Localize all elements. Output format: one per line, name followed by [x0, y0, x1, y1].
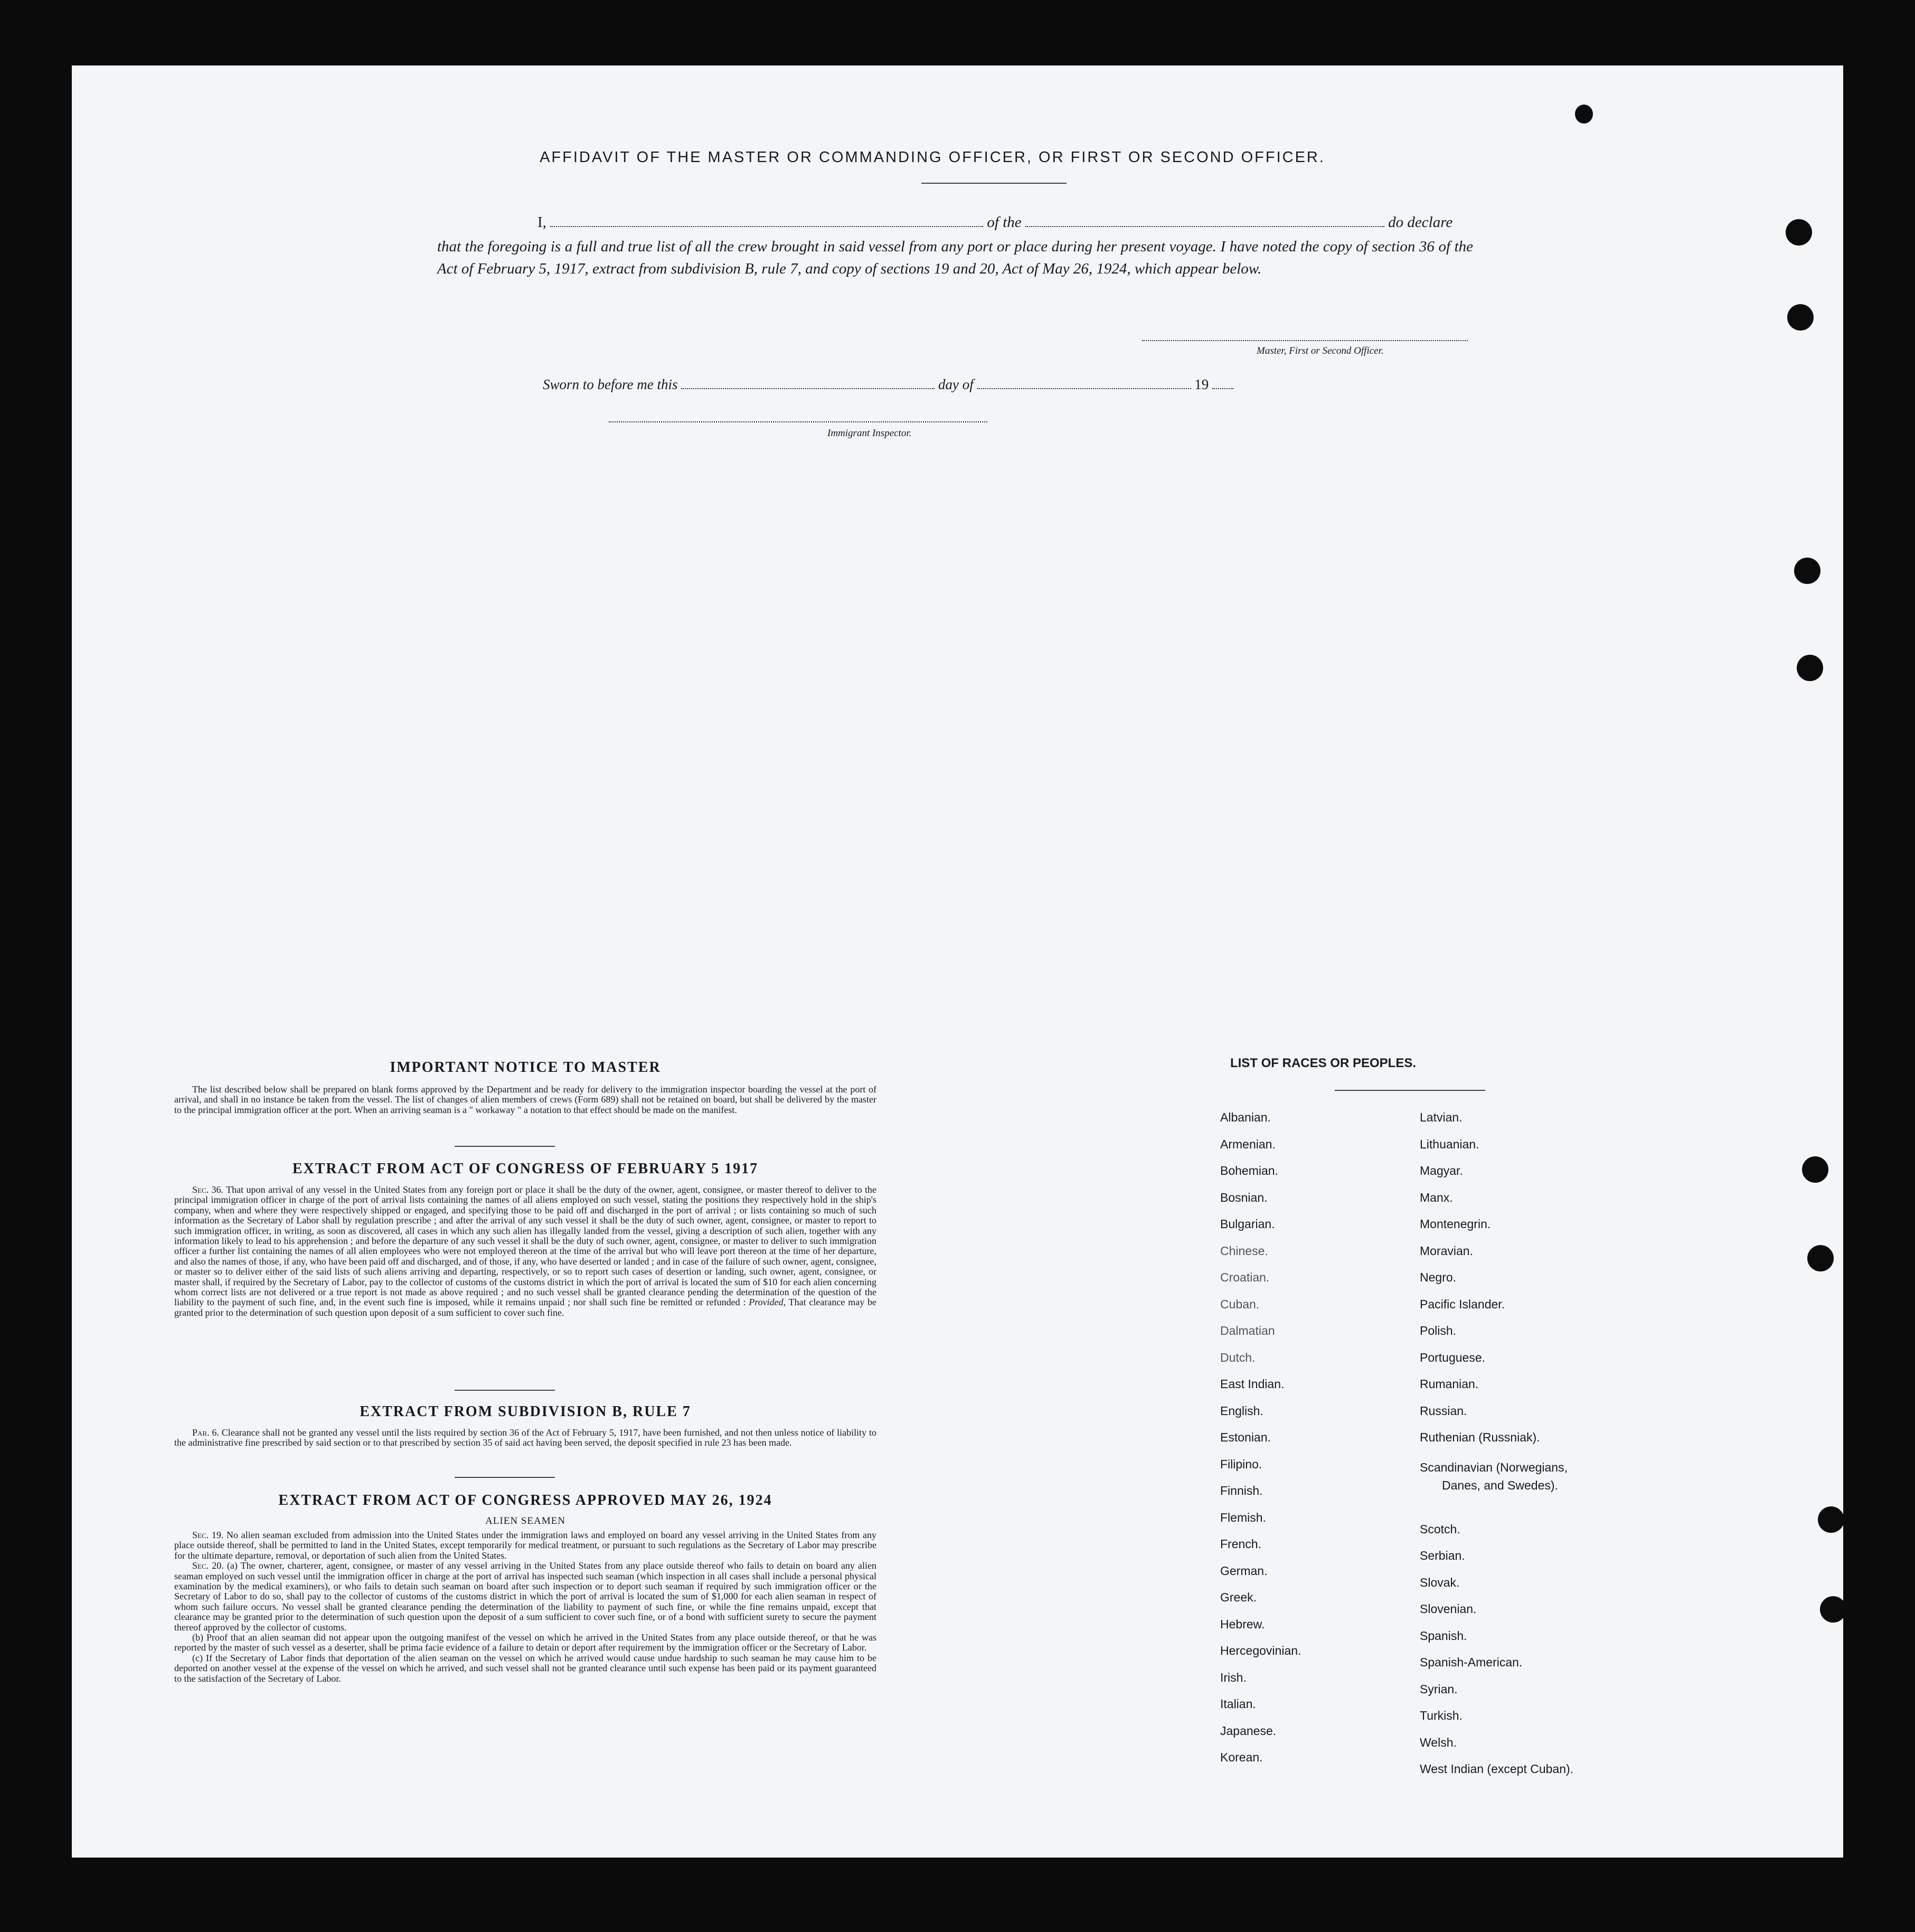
- sworn-prefix: Sworn to before me this: [543, 376, 678, 392]
- notice-text: The list described below shall be prepared on blank forms approved by the Department and be ready for delivery to the immigration inspector boarding the vessel at the port of arrival, and shall in no instance be taken from the vessel. The list of changes of alien members of crews (Form 689) shall not be retained on board, but shall be delivered by the master to the principal immigration officer at the port. When an arriving seaman is a " workaway " a notation to that effect should be made on the manifest.: [174, 1084, 876, 1115]
- race-item-left: Estonian.: [1220, 1430, 1271, 1444]
- sec-36-label: Sec. 36.: [192, 1184, 224, 1195]
- affidavit-i: I,: [537, 214, 546, 231]
- rule-7-text: [174, 1428, 876, 1448]
- race-item-right: Portuguese.: [1420, 1350, 1486, 1364]
- races-title: LIST OF RACES OR PEOPLES.: [1230, 1056, 1417, 1070]
- race-item-left: Bulgarian.: [1220, 1217, 1275, 1231]
- affidavit-declaration-line: [537, 214, 1473, 231]
- race-item-left: Irish.: [1220, 1670, 1247, 1684]
- races-title-rule: [1335, 1090, 1485, 1091]
- extract-1924-text: [174, 1530, 876, 1684]
- par-6-label: Par. 6.: [192, 1427, 219, 1438]
- vessel-blank: [1025, 226, 1384, 227]
- race-item-left: Korean.: [1220, 1750, 1263, 1764]
- race-item-left: Bohemian.: [1220, 1164, 1278, 1177]
- signature-caption: Master, First or Second Officer.: [1257, 345, 1384, 356]
- race-item-left: Cuban.: [1220, 1297, 1260, 1311]
- race-item-right: Polish.: [1420, 1324, 1457, 1337]
- race-item-right: Slovenian.: [1420, 1602, 1477, 1616]
- race-item-right: Russian.: [1420, 1403, 1467, 1418]
- race-item-right: Magyar.: [1420, 1164, 1463, 1177]
- sworn-line: [543, 376, 1233, 393]
- race-item-left: Armenian.: [1220, 1137, 1276, 1151]
- race-item-left: Filipino.: [1220, 1457, 1262, 1471]
- affidavit-do-declare: do declare: [1388, 214, 1453, 231]
- sworn-day: day of: [938, 376, 974, 392]
- race-item-right: West Indian (except Cuban).: [1420, 1762, 1574, 1776]
- punch-hole: [1575, 105, 1593, 124]
- race-item-left: Dalmatian: [1220, 1324, 1275, 1337]
- extract-1924-title: EXTRACT FROM ACT OF CONGRESS APPROVED MAY 26, 1924: [278, 1492, 772, 1509]
- race-item-right: Lithuanian.: [1420, 1137, 1479, 1151]
- sec-20a-paragraph: [174, 1561, 876, 1633]
- race-item-left: Chinese.: [1220, 1243, 1268, 1258]
- sworn-year: 19: [1194, 376, 1209, 392]
- sec-36-text: That upon arrival of any vessel in the United States from any foreign port or place it shall be the duty of the owner, agent, consignee, or master thereof to deliver to the principal immigration officer in charge of the port of arrival lists containing the names of all aliens employed on such vessel, stating the positions they respectively hold in the ship's company, when and where they were respectively shipped or engaged, and specifying those to be paid off and discharged in the port of arrival ; or lists containing so much of such information as the Secretary of Labor shall by regulation prescribe ; and after the arrival of any such vessel it shall be the duty of such owner, agent, consignee, or master to report to such immigration officer, in writing, as soon as discovered, all cases in which any such alien has illegally landed from the vessel, giving a description of such alien, together with any information likely to lead to his apprehension ; and before the departure of any such vessel it shall be the duty of such owner, agent, consignee, or master to deliver to such immigration officer a further list containing the names of all alien employees who were not employed thereon at the time of the arrival but who will leave port thereon at the time of her departure, and also the names of those, if any, who have been paid off and discharged, and of those, if any, who have deserted or landed ; and in case of the failure of such owner, agent, consignee, or master so to deliver either of the said lists of such aliens arriving and departing, respectively, or so to report such cases of desertion or landing, such owner, agent, consignee, or master shall, if required by the Secretary of Labor, pay to the collector of customs of the customs district in which the port of arrival is located the sum of $10 for each alien concerning whom correct lists are not delivered or a true report is not made as above required ; and no such vessel shall be granted clearance pending the determination of the question of the liability to the payment of such fine, and, in the event such fine is imposed, while it remains unpaid ; nor shall such fine be remitted or refunded :: [174, 1184, 877, 1308]
- race-item-left: German.: [1220, 1563, 1268, 1578]
- sworn-year-blank: [1212, 388, 1233, 389]
- race-item-right: Montenegrin.: [1420, 1217, 1491, 1231]
- divider: [455, 1146, 555, 1147]
- race-item-right: Spanish-American.: [1420, 1655, 1523, 1669]
- proviso-text: That clearance may be granted prior to the determination of such question upon deposit of a sum sufficient to cover such fine.: [174, 1297, 877, 1318]
- divider: [455, 1390, 555, 1391]
- inspector-caption: Immigrant Inspector.: [827, 428, 912, 439]
- race-item-right: Welsh.: [1420, 1735, 1457, 1749]
- punch-hole: [1794, 558, 1820, 584]
- race-item-left: English.: [1220, 1403, 1263, 1418]
- race-item-left: Hercegovinian.: [1220, 1644, 1301, 1657]
- title-rule: [921, 183, 1067, 184]
- race-item-left: French.: [1220, 1537, 1261, 1551]
- punch-hole: [1807, 1245, 1834, 1271]
- sec-20-label: Sec. 20.: [192, 1560, 224, 1571]
- race-item-right: Moravian.: [1420, 1243, 1473, 1258]
- race-item-right: Spanish.: [1420, 1628, 1467, 1643]
- race-item-left: Greek.: [1220, 1590, 1257, 1604]
- race-item-left: East Indian.: [1220, 1377, 1285, 1391]
- alien-seamen-subtitle: ALIEN SEAMEN: [485, 1515, 565, 1526]
- punch-hole: [1797, 655, 1823, 681]
- name-blank: [550, 226, 983, 227]
- divider: [455, 1477, 555, 1478]
- race-item-left: Dutch.: [1220, 1350, 1256, 1364]
- race-item-right: Negro.: [1420, 1270, 1457, 1284]
- race-item-right: Slovak.: [1420, 1575, 1460, 1589]
- race-item-left: Japanese.: [1220, 1723, 1277, 1738]
- race-item-right: Latvian.: [1420, 1110, 1463, 1124]
- sworn-date-blank: [681, 388, 935, 389]
- punch-hole: [1820, 1596, 1846, 1623]
- inspector-line: [609, 421, 987, 422]
- sec-20c-paragraph: (c) If the Secretary of Labor finds that deportation of the alien seaman on the vessel on which he arrived would cause undue hardship to such seaman he may cause him to be deported on another vessel at the expense of the vessel on which he arrived, and such vessel shall not be granted clearance until such expense has been paid or its payment guaranteed to the satisfaction of the Secretary of Labor.: [174, 1652, 876, 1684]
- race-item-right: Danes, and Swedes).: [1442, 1478, 1558, 1492]
- affidavit-title: AFFIDAVIT OF THE MASTER OR COMMANDING OFFICER, OR FIRST OR SECOND OFFICER.: [540, 149, 1325, 166]
- race-item-right: Pacific Islander.: [1420, 1297, 1505, 1311]
- race-item-left: Italian.: [1220, 1697, 1256, 1711]
- race-item-left: Bosnian.: [1220, 1190, 1268, 1204]
- race-item-right: Manx.: [1420, 1190, 1453, 1204]
- race-item-right: Rumanian.: [1420, 1377, 1479, 1391]
- affidavit-body: that the foregoing is a full and true list of all the crew brought in said vessel from any port or place during her present voyage. I have noted the copy of section 36 of the Act of February 5, 1917, extract from subdivision B, rule 7, and copy of sections 19 and 20, Act of May 26, 1924, which appear below.: [437, 238, 1473, 277]
- rule-7-title: EXTRACT FROM SUBDIVISION B, RULE 7: [360, 1403, 691, 1420]
- race-item-right: Scotch.: [1420, 1522, 1460, 1536]
- race-item-left: Croatian.: [1220, 1270, 1270, 1284]
- proviso-label: Provided,: [749, 1297, 786, 1308]
- race-item-left: Hebrew.: [1220, 1617, 1265, 1631]
- race-item-right: Scandinavian (Norwegians,: [1420, 1460, 1568, 1474]
- punch-hole: [1786, 219, 1812, 246]
- punch-hole: [1818, 1506, 1844, 1533]
- signature-line: [1142, 340, 1468, 341]
- punch-hole: [1802, 1156, 1828, 1183]
- extract-1917-title: EXTRACT FROM ACT OF CONGRESS OF FEBRUARY 5 1917: [292, 1161, 759, 1177]
- race-item-right: Ruthenian (Russniak).: [1420, 1430, 1540, 1444]
- extract-1917-text: [174, 1185, 876, 1318]
- par-6-text: Clearance shall not be granted any vessel until the lists required by section 36 of the Act of February 5, 1917, have been furnished, and not then unless notice of liability to the administrative fine prescribed by said section or to that prescribed by section 35 of said act having been served, the deposit specified in rule 23 has been made.: [174, 1427, 876, 1448]
- sworn-month-blank: [977, 388, 1191, 389]
- affidavit-of-the: of the: [987, 214, 1022, 231]
- race-item-left: Finnish.: [1220, 1484, 1263, 1497]
- race-item-right: Syrian.: [1420, 1682, 1458, 1696]
- sec-19-text: No alien seaman excluded from admission into the United States under the immigration laws and employed on board any vessel arriving in the United States from any place outside thereof, shall be permitted to land in the United States, except temporarily for medical treatment, or pursuant to such regulations as the Secretary of Labor may prescribe for the ultimate departure, removal, or deportation of such alien from the United States.: [174, 1530, 876, 1561]
- sec-20a-text: (a) The owner, charterer, agent, consignee, or master of any vessel arriving in the United States from any place outside thereof who fails to detain on board any alien seaman employed on such vessel until the immigration officer in charge at the port of arrival has inspected such seaman (which inspection in all cases shall include a personal physical examination by the medical examiners), or who fails to detain such seaman on board after such inspection or to deport such seaman if required by such immigration officer or the Secretary of Labor to do so, shall pay to the collector of customs of the customs district in which the port of arrival is located the sum of $1,000 for each alien seaman in respect of whom such failure occurs. No vessel shall be granted clearance pending the determination of the liability to payment of such fine, or while the fine remains unpaid, except that clearance may be granted prior to the determination of such question upon the deposit of a sum sufficient to cover such fine, or of a bond with sufficient surety to secure the payment thereof approved by the collector of customs.: [174, 1560, 877, 1633]
- notice-title: IMPORTANT NOTICE TO MASTER: [390, 1059, 661, 1076]
- sec-19-label: Sec. 19.: [192, 1530, 224, 1540]
- race-item-right: Serbian.: [1420, 1549, 1465, 1562]
- race-item-right: Turkish.: [1420, 1709, 1463, 1722]
- punch-hole: [1787, 304, 1814, 331]
- sec-19-paragraph: [174, 1530, 876, 1561]
- race-item-left: Albanian.: [1220, 1110, 1271, 1124]
- race-item-left: Flemish.: [1220, 1510, 1266, 1524]
- sec-20b-paragraph: (b) Proof that an alien seaman did not appear upon the outgoing manifest of the vessel on which he arrived in the United States from any place outside thereof, or that he was reported by the master of such vessel as a deserter, shall be prima facie evidence of a failure to detain or deport after requirement by the immigration officer or the Secretary of Labor.: [174, 1632, 876, 1653]
